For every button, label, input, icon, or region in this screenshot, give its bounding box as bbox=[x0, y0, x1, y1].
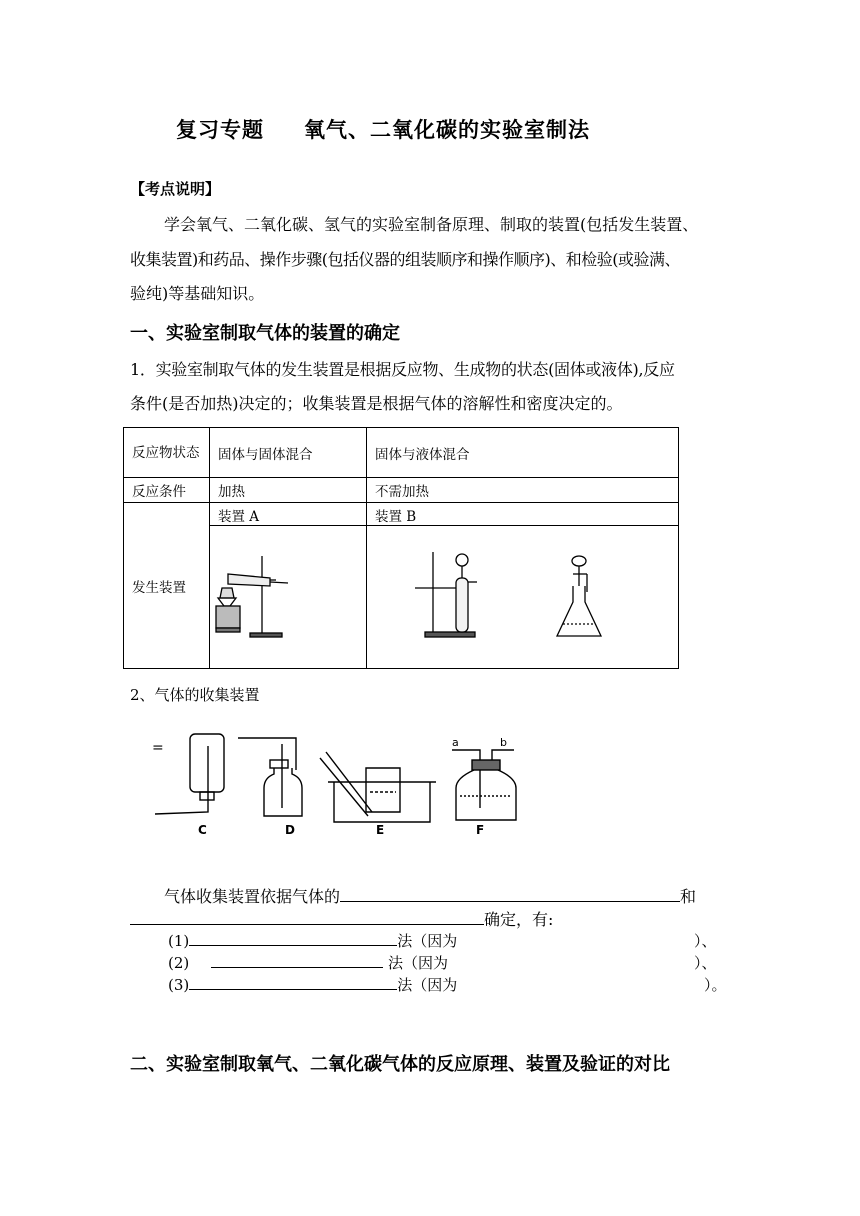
fill-item-num: (3) bbox=[168, 976, 190, 994]
fill-item-mid: 法（因为 bbox=[397, 976, 458, 994]
fill-item-2 bbox=[168, 952, 448, 973]
answer-blank-1[interactable] bbox=[340, 901, 680, 902]
title-part-2: 氧气、二氧化碳的实验室制法 bbox=[304, 118, 590, 142]
label-d: D bbox=[285, 823, 295, 837]
table-row bbox=[124, 503, 679, 669]
fill-item-end: ）、 bbox=[694, 932, 717, 950]
note-line-1: 学会氧气、二氧化碳、氢气的实验室制备原理、制取的装置(包括发生装置、 bbox=[164, 215, 699, 234]
note-line-2: 收集装置)和药品、操作步骤(包括仪器的组装顺序和操作顺序)、和检验(或验满、 bbox=[130, 250, 680, 269]
table-header-condition: 反应条件 bbox=[124, 478, 210, 503]
note-line-3: 验纯)等基础知识。 bbox=[130, 284, 265, 303]
fill-item-mid: 法（因为 bbox=[397, 932, 458, 950]
fill-item-1 bbox=[168, 930, 457, 951]
table-cell-device-b bbox=[367, 503, 679, 669]
label-f: F bbox=[476, 823, 485, 837]
apparatus-table bbox=[123, 427, 679, 669]
page-title bbox=[176, 114, 590, 144]
table-cell-condition-a: 加热 bbox=[210, 478, 367, 503]
answer-blank-item-3[interactable] bbox=[189, 989, 397, 990]
fill-item-end: ）、 bbox=[694, 954, 717, 972]
table-cell-state-a: 固体与固体混合 bbox=[210, 428, 367, 478]
heating-apparatus-diagram bbox=[210, 526, 365, 664]
answer-blank-item-2[interactable] bbox=[211, 967, 383, 968]
table-header-state: 反应物状态 bbox=[124, 428, 210, 478]
title-part-1: 复习专题 bbox=[176, 118, 264, 142]
fill-line-1-suffix: 和 bbox=[680, 887, 697, 906]
fill-item-num: (2) bbox=[168, 954, 190, 972]
port-b: b bbox=[500, 736, 507, 749]
section-1-para-line-1: 1．实验室制取气体的发生装置是根据反应物、生成物的状态(固体或液体),反应 bbox=[130, 360, 675, 379]
label-e: E bbox=[376, 823, 385, 837]
fill-item-num: (1) bbox=[168, 932, 190, 950]
answer-blank-item-1[interactable] bbox=[189, 945, 397, 946]
table-cell-condition-b: 不需加热 bbox=[367, 478, 679, 503]
fill-line-1-prefix: 气体收集装置依据气体的 bbox=[164, 887, 341, 906]
mark-symbol: = bbox=[152, 740, 164, 756]
section-1-heading: 一、实验室制取气体的装置的确定 bbox=[130, 323, 400, 344]
label-c: C bbox=[198, 823, 207, 837]
collect-heading: 2、气体的收集装置 bbox=[130, 686, 260, 704]
answer-blank-2[interactable] bbox=[130, 924, 484, 925]
device-b-label: 装置 B bbox=[367, 503, 678, 526]
fill-item-3 bbox=[168, 974, 457, 995]
port-a: a bbox=[452, 736, 459, 749]
fill-line-2-suffix: 确定，有: bbox=[484, 910, 554, 929]
note-label: 【考点说明】 bbox=[130, 180, 221, 198]
no-heat-apparatus-diagram bbox=[367, 526, 678, 664]
table-row bbox=[124, 428, 679, 478]
fill-item-end: ）。 bbox=[704, 976, 727, 994]
table-cell-device-a bbox=[210, 503, 367, 669]
table-cell-state-b: 固体与液体混合 bbox=[367, 428, 679, 478]
fill-item-mid: 法（因为 bbox=[383, 954, 449, 972]
collection-apparatus-diagram bbox=[150, 722, 520, 842]
device-a-label: 装置 A bbox=[210, 503, 366, 526]
section-1-para-line-2: 条件(是否加热)决定的；收集装置是根据气体的溶解性和密度决定的。 bbox=[130, 394, 623, 413]
fill-line-2 bbox=[130, 907, 553, 930]
table-row bbox=[124, 478, 679, 503]
section-2-heading: 二、实验室制取氧气、二氧化碳气体的反应原理、装置及验证的对比 bbox=[130, 1054, 670, 1075]
table-header-device: 发生装置 bbox=[124, 503, 210, 669]
fill-line-1 bbox=[164, 884, 696, 907]
